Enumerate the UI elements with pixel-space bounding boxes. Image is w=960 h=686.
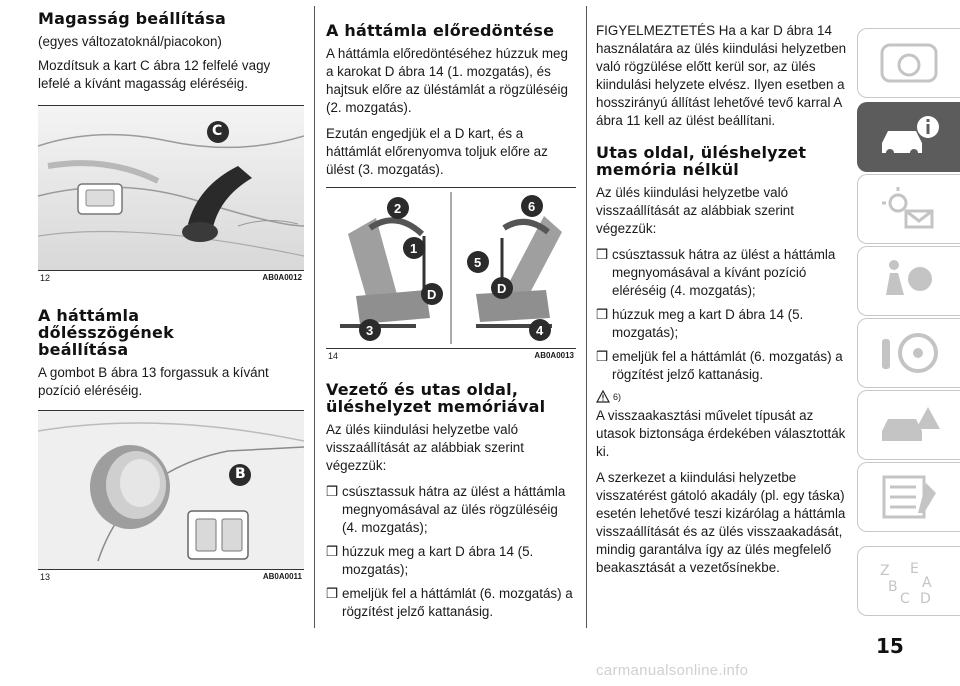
- paragraph-height-instruction: Mozdítsuk a kart C ábra 12 felfelé vagy lefelé a kívánt magasság eléréséig.: [38, 58, 271, 91]
- warning-reference: [596, 390, 848, 403]
- figure-label-d-right: D: [497, 281, 507, 296]
- list-item-text: emeljük fel a háttámlát (6. mozgatás) a rögzítést jelző kattanásig.: [342, 586, 573, 619]
- list-item: [326, 543, 576, 579]
- figure-label-b: B: [235, 466, 246, 482]
- list-item: [326, 585, 576, 621]
- paragraph-slide-instruction: Ezután engedjük el a D kart, és a háttámlát előrenyomva toljuk előre az ülést (3. mozgatás).: [326, 126, 548, 177]
- list-item-text: csúsztassuk hátra az ülést a háttámla megnyomásával az ülés rögzüléséig (4. mozgatás);: [342, 484, 566, 535]
- svg-text:D: D: [920, 591, 931, 605]
- page-number: 15: [876, 634, 904, 658]
- paragraph-mechanism: A szerkezet a kiindulási helyzetbe visszatérést gátoló akadály (pl. egy táska) esetén lehetővé teszi kizárólag a háttámla visszaállítását és az ülés visszaakadását, mindig garantálva így az ülés megfelelő beakasztását a vezetősínekbe.: [596, 470, 846, 575]
- column-divider-2: [586, 6, 587, 628]
- backrest-knob-illustration: [38, 411, 304, 569]
- figure-13-caption: [38, 570, 304, 582]
- watermark-text: carmanualsonline.info: [596, 662, 749, 679]
- figure-code: AB0A0012: [262, 273, 302, 282]
- tab-lights[interactable]: [857, 174, 960, 244]
- figure-number: 12: [40, 273, 51, 283]
- svg-text:E: E: [910, 561, 919, 577]
- figure-number: 13: [40, 572, 51, 582]
- figure-label-d-left: D: [427, 287, 437, 302]
- figure-code: AB0A0011: [262, 572, 302, 581]
- section-title-no-memory: Utas oldal, üléshelyzet memória nélkül: [596, 143, 807, 179]
- list-item-text: emeljük fel a háttámlát (6. mozgatás) a rögzítést jelző kattanásig.: [612, 349, 843, 382]
- tab-emergency[interactable]: [857, 390, 960, 460]
- tab-driving[interactable]: [857, 318, 960, 388]
- list-item-text: csúsztassuk hátra az ülést a háttámla megnyomásával a kívánt pozíció eléréséig (4. mozgatás);: [612, 247, 836, 298]
- section-title-backrest-fold: A háttámla előredöntése: [326, 21, 555, 40]
- column-3: [596, 0, 848, 585]
- figure-14: [326, 187, 576, 349]
- bullet-icon: ❒: [596, 307, 609, 322]
- car-info-icon: [876, 113, 942, 161]
- figure-label-2: 2: [394, 201, 402, 216]
- column-divider-1: [314, 6, 315, 628]
- paragraph-no-memory-intro: Az ülés kiindulási helyzetbe való visszaállítását az alábbiak szerint végezzük:: [596, 185, 794, 236]
- tab-car-info[interactable]: [857, 102, 960, 172]
- svg-text:Z: Z: [880, 563, 890, 579]
- figure-label-6: 6: [528, 199, 536, 214]
- section-title-height: Magasság beállítása: [38, 9, 226, 28]
- bullet-icon: ❒: [326, 586, 339, 601]
- section-title-memory: Vezető és utas oldal, üléshelyzet memóriával: [326, 380, 546, 416]
- svg-text:B: B: [888, 579, 898, 595]
- bullet-icon: ❒: [326, 544, 339, 559]
- list-item: [596, 246, 848, 300]
- column-2: [326, 0, 576, 627]
- figure-label-c: C: [212, 123, 223, 139]
- figure-label-3: 3: [366, 323, 374, 338]
- paragraph-backrest-knob: A gombot B ábra 13 forgassuk a kívánt pozíció eléréséig.: [38, 365, 269, 398]
- figure-14-caption: [326, 349, 576, 361]
- tab-safety[interactable]: [857, 246, 960, 316]
- lights-warning-icon: [876, 185, 942, 233]
- index-letters-icon: [876, 557, 942, 605]
- seat-height-lever-illustration: [38, 106, 304, 270]
- list-item-text: húzzuk meg a kart D ábra 14 (5. mozgatás);: [342, 544, 534, 577]
- paragraph-fold-instruction: A háttámla előredöntéséhez húzzuk meg a karokat D ábra 14 (1. mozgatás), és hajtsuk előre az üléstámlát a rögzüléséig (2. mozgatás).: [326, 46, 568, 115]
- steering-wheel-icon: [876, 329, 942, 377]
- maintenance-list-icon: [876, 473, 942, 521]
- warning-note-number: 6): [613, 392, 622, 402]
- bullet-icon: ❒: [596, 349, 609, 364]
- figure-number: 14: [328, 351, 339, 361]
- section-title-backrest-angle: A háttámla dőlésszögének beállítása: [38, 306, 174, 359]
- svg-text:C: C: [900, 591, 910, 605]
- figure-13: [38, 410, 304, 570]
- paragraph-variants: (egyes változatoknál/piacokon): [38, 34, 222, 49]
- tab-index[interactable]: [857, 546, 960, 616]
- svg-text:A: A: [922, 575, 932, 591]
- figure-label-5: 5: [474, 255, 482, 270]
- list-item-text: húzzuk meg a kart D ábra 14 (5. mozgatás);: [612, 307, 804, 340]
- figure-12: [38, 105, 304, 271]
- car-dashboard-icon: [876, 39, 942, 87]
- figure-label-1: 1: [410, 241, 418, 256]
- list-item: [326, 483, 576, 537]
- list-item: [596, 348, 848, 384]
- paragraph-safety: A visszaakasztási művelet típusát az utasok biztonsága érdekében választották ki.: [596, 408, 846, 459]
- list-item: [596, 306, 848, 342]
- paragraph-warning: FIGYELMEZTETÉS Ha a kar D ábra 14 használatára az ülés kiindulási helyzetben való rögzülése előtt kerül sor, az ülés kiindulási helyzete elvész. Ilyen esetben a hosszirányú állítást lehetővé tevő karral A ábra 11 kell az ülést beállítani.: [596, 23, 847, 128]
- car-warning-icon: [876, 401, 942, 449]
- bullet-icon: ❒: [596, 247, 609, 262]
- figure-12-caption: [38, 271, 304, 283]
- tab-maintenance[interactable]: [857, 462, 960, 532]
- column-1: [38, 0, 304, 582]
- figure-label-4: 4: [536, 323, 544, 338]
- bullet-icon: ❒: [326, 484, 339, 499]
- airbag-seat-icon: [876, 257, 942, 305]
- tab-dashboard[interactable]: [857, 28, 960, 98]
- warning-triangle-icon: [596, 390, 610, 403]
- paragraph-memory-intro: Az ülés kiindulási helyzetbe való visszaállítását az alábbiak szerint végezzük:: [326, 422, 524, 473]
- figure-code: AB0A0013: [534, 351, 574, 360]
